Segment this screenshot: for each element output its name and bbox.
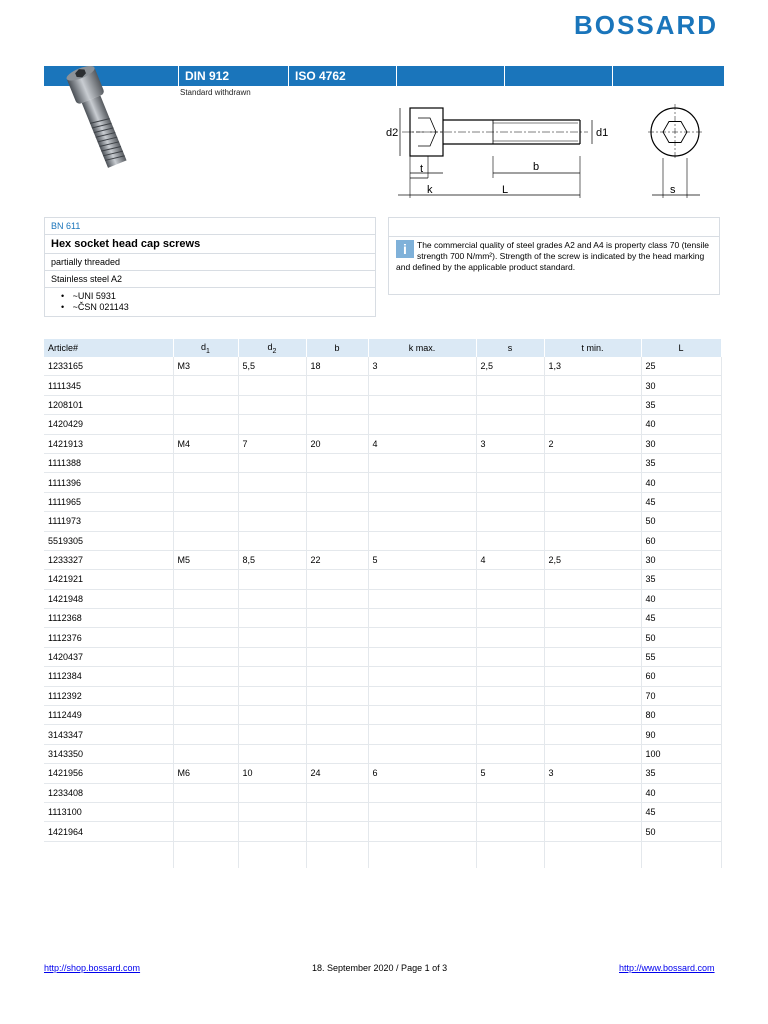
- table-row: [44, 512, 721, 531]
- table-cell: [476, 531, 544, 550]
- table-row: [44, 492, 721, 511]
- table-cell: [544, 802, 641, 821]
- table-cell: [544, 744, 641, 763]
- table-cell: 50: [641, 512, 721, 531]
- table-cell: 6: [368, 764, 476, 783]
- table-cell: 1,3: [544, 357, 641, 376]
- table-row: [44, 453, 721, 472]
- table-cell: [476, 783, 544, 802]
- table-cell: 1112384: [44, 667, 173, 686]
- table-cell: 3143347: [44, 725, 173, 744]
- table-cell: 50: [641, 822, 721, 841]
- table-cell: [238, 647, 306, 666]
- table-cell: [368, 570, 476, 589]
- label-d1: d1: [596, 127, 609, 139]
- col-article: Article#: [44, 339, 173, 357]
- table-row: [44, 628, 721, 647]
- table-cell: [173, 473, 238, 492]
- table-cell: [476, 453, 544, 472]
- table-cell: 2: [544, 434, 641, 453]
- thread-type: partially threaded: [51, 257, 121, 267]
- table-cell: [368, 706, 476, 725]
- table-cell: 5,5: [238, 357, 306, 376]
- table-row: [44, 415, 721, 434]
- table-cell: [306, 395, 368, 414]
- material: Stainless steel A2: [51, 274, 123, 284]
- table-cell: [238, 609, 306, 628]
- table-cell: [544, 822, 641, 841]
- table-cell: [238, 531, 306, 550]
- table-cell: [544, 473, 641, 492]
- table-cell: [306, 589, 368, 608]
- technical-drawing: [380, 98, 725, 208]
- table-cell: [368, 492, 476, 511]
- table-cell: [368, 802, 476, 821]
- col-s: s: [476, 339, 544, 357]
- table-cell: [306, 609, 368, 628]
- table-cell: [476, 667, 544, 686]
- table-cell: [368, 453, 476, 472]
- table-cell: [544, 395, 641, 414]
- table-cell: [544, 589, 641, 608]
- table-cell: 45: [641, 492, 721, 511]
- table-cell: [173, 609, 238, 628]
- table-cell: [238, 376, 306, 395]
- table-cell: [238, 744, 306, 763]
- table-cell: [368, 609, 476, 628]
- table-cell: 40: [641, 589, 721, 608]
- table-cell: 20: [306, 434, 368, 453]
- product-title: Hex socket head cap screws: [51, 238, 201, 250]
- table-cell: 1113100: [44, 802, 173, 821]
- table-cell: 1421921: [44, 570, 173, 589]
- table-cell: [306, 706, 368, 725]
- table-cell: 1420429: [44, 415, 173, 434]
- table-row: [44, 706, 721, 725]
- table-cell: [544, 492, 641, 511]
- table-cell: [173, 453, 238, 472]
- table-row: [44, 434, 721, 453]
- table-cell: 3: [544, 764, 641, 783]
- table-cell: 1112376: [44, 628, 173, 647]
- table-cell: [544, 453, 641, 472]
- table-cell: [476, 822, 544, 841]
- screw-product-image: [56, 64, 146, 184]
- table-cell: [306, 744, 368, 763]
- table-row: [44, 550, 721, 569]
- table-cell: [173, 415, 238, 434]
- table-cell: [173, 531, 238, 550]
- table-cell: [476, 609, 544, 628]
- table-cell: [544, 570, 641, 589]
- equivalent-uni: • ~UNI 5931: [61, 291, 369, 302]
- table-cell: 3: [368, 357, 476, 376]
- table-cell: 8,5: [238, 550, 306, 569]
- info-note-box: [388, 217, 720, 295]
- table-cell: [173, 783, 238, 802]
- table-cell: [238, 395, 306, 414]
- table-cell: [476, 802, 544, 821]
- col-d2: $d_2$: [238, 339, 306, 357]
- table-row: [44, 783, 721, 802]
- table-row: [44, 802, 721, 821]
- table-cell: [368, 725, 476, 744]
- label-t: t: [420, 163, 424, 175]
- table-cell: 24: [306, 764, 368, 783]
- standard-empty-1: [396, 66, 504, 86]
- table-cell: 30: [641, 550, 721, 569]
- table-cell: 5519305: [44, 531, 173, 550]
- table-cell: [173, 725, 238, 744]
- table-cell: 60: [641, 531, 721, 550]
- table-cell: [306, 783, 368, 802]
- table-cell: [476, 473, 544, 492]
- table-row: [44, 531, 721, 550]
- table-cell: [306, 570, 368, 589]
- table-cell: [544, 376, 641, 395]
- label-L: L: [502, 184, 509, 196]
- table-row: [44, 589, 721, 608]
- table-cell: [238, 492, 306, 511]
- table-cell: 1112368: [44, 609, 173, 628]
- table-cell: [306, 725, 368, 744]
- col-b: b: [306, 339, 368, 357]
- table-cell: [544, 783, 641, 802]
- table-cell: 4: [368, 434, 476, 453]
- table-cell: 5: [368, 550, 476, 569]
- table-cell: [544, 415, 641, 434]
- table-cell: [238, 512, 306, 531]
- table-cell: 90: [641, 725, 721, 744]
- table-cell: [238, 802, 306, 821]
- table-row: [44, 686, 721, 705]
- table-cell: 22: [306, 550, 368, 569]
- label-k: k: [427, 184, 433, 196]
- article-table: [44, 339, 722, 868]
- standard-din: DIN 912: [178, 66, 288, 86]
- table-header-row: [44, 339, 721, 357]
- table-cell: [476, 415, 544, 434]
- table-cell: M6: [173, 764, 238, 783]
- table-cell: 1421956: [44, 764, 173, 783]
- table-cell: M3: [173, 357, 238, 376]
- table-row: [44, 357, 721, 376]
- table-cell: [476, 725, 544, 744]
- product-info-box: [44, 217, 376, 317]
- table-cell: 40: [641, 415, 721, 434]
- table-cell: 100: [641, 744, 721, 763]
- footer-date-page: 18. September 2020 / Page 1 of 3: [312, 963, 448, 973]
- table-cell: [173, 802, 238, 821]
- table-cell: [476, 647, 544, 666]
- table-row: [44, 609, 721, 628]
- label-b: b: [533, 161, 540, 173]
- standard-empty-2: [504, 66, 612, 86]
- col-L: L: [641, 339, 721, 357]
- table-cell: [306, 667, 368, 686]
- table-cell: 35: [641, 395, 721, 414]
- table-cell: [238, 667, 306, 686]
- table-cell: 25: [641, 357, 721, 376]
- table-cell: [306, 628, 368, 647]
- table-cell: [173, 512, 238, 531]
- table-cell: [544, 512, 641, 531]
- table-cell: [173, 395, 238, 414]
- table-cell: [368, 822, 476, 841]
- table-cell: [476, 570, 544, 589]
- standard-empty-3: [612, 66, 724, 86]
- table-cell: 45: [641, 609, 721, 628]
- table-cell: [368, 686, 476, 705]
- table-cell: 1233408: [44, 783, 173, 802]
- table-cell: [238, 473, 306, 492]
- table-cell: [173, 492, 238, 511]
- table-cell: 70: [641, 686, 721, 705]
- table-cell: 7: [238, 434, 306, 453]
- table-cell: [173, 744, 238, 763]
- equivalent-csn: • ~ČSN 021143: [61, 302, 369, 313]
- table-cell: 1421948: [44, 589, 173, 608]
- table-row: [44, 744, 721, 763]
- table-row: [44, 570, 721, 589]
- table-cell: [306, 647, 368, 666]
- table-cell: [368, 589, 476, 608]
- table-cell: [368, 744, 476, 763]
- table-cell: [476, 706, 544, 725]
- table-row: [44, 473, 721, 492]
- table-cell: M4: [173, 434, 238, 453]
- table-row: [44, 395, 721, 414]
- table-cell: [173, 376, 238, 395]
- table-cell: [173, 589, 238, 608]
- table-cell: [306, 415, 368, 434]
- table-cell: [544, 686, 641, 705]
- table-cell: 35: [641, 764, 721, 783]
- info-text: The commercial quality of steel grades A2 and A4 is property class 70 (tensile strength 700 N/mm²). Strength of the screw is indicated by the head marking and defined by the applicable product standard.: [396, 240, 709, 272]
- label-s: s: [670, 184, 676, 196]
- equivalents-list: [51, 291, 369, 313]
- table-cell: [173, 647, 238, 666]
- table-cell: M5: [173, 550, 238, 569]
- table-cell: [368, 395, 476, 414]
- table-cell: 35: [641, 453, 721, 472]
- table-cell: [238, 628, 306, 647]
- table-cell: [306, 492, 368, 511]
- table-cell: 1233165: [44, 357, 173, 376]
- bossard-logo: BOSSARD: [574, 10, 719, 40]
- table-cell: [306, 376, 368, 395]
- table-cell: 3: [476, 434, 544, 453]
- table-cell: [173, 822, 238, 841]
- table-cell: [368, 512, 476, 531]
- standard-status: Standard withdrawn: [180, 88, 251, 97]
- table-cell: [306, 531, 368, 550]
- table-cell: [173, 667, 238, 686]
- table-cell: [238, 589, 306, 608]
- bn-number: BN 611: [51, 221, 81, 231]
- table-cell: [544, 531, 641, 550]
- table-cell: [476, 628, 544, 647]
- table-cell: [173, 628, 238, 647]
- table-cell: 18: [306, 357, 368, 376]
- table-cell: 2,5: [544, 550, 641, 569]
- table-cell: 1420437: [44, 647, 173, 666]
- table-cell: [544, 647, 641, 666]
- table-cell: [544, 706, 641, 725]
- table-cell: [544, 609, 641, 628]
- table-cell: 1111965: [44, 492, 173, 511]
- table-cell: 30: [641, 434, 721, 453]
- table-cell: [476, 512, 544, 531]
- website-link[interactable]: http://www.bossard.com: [619, 963, 715, 973]
- table-cell: 1111973: [44, 512, 173, 531]
- table-row: [44, 764, 721, 783]
- table-cell: [476, 395, 544, 414]
- table-cell: 1112449: [44, 706, 173, 725]
- table-cell: [306, 802, 368, 821]
- table-cell: 40: [641, 783, 721, 802]
- table-cell: [238, 725, 306, 744]
- table-cell: 4: [476, 550, 544, 569]
- table-cell: 10: [238, 764, 306, 783]
- table-cell: 80: [641, 706, 721, 725]
- col-kmax: k max.: [368, 339, 476, 357]
- table-cell: [238, 783, 306, 802]
- table-cell: 55: [641, 647, 721, 666]
- table-cell: [476, 492, 544, 511]
- table-cell: [238, 453, 306, 472]
- col-tmin: t min.: [544, 339, 641, 357]
- table-cell: 1421964: [44, 822, 173, 841]
- table-cell: 50: [641, 628, 721, 647]
- table-cell: [368, 415, 476, 434]
- table-cell: [544, 667, 641, 686]
- table-cell: [238, 686, 306, 705]
- table-cell: 3143350: [44, 744, 173, 763]
- table-row: [44, 376, 721, 395]
- table-cell: [173, 570, 238, 589]
- table-cell: 5: [476, 764, 544, 783]
- table-row: [44, 667, 721, 686]
- table-cell: [173, 706, 238, 725]
- table-cell: [476, 376, 544, 395]
- table-cell: [238, 706, 306, 725]
- table-cell: 1111388: [44, 453, 173, 472]
- table-cell: [238, 415, 306, 434]
- table-cell: [173, 686, 238, 705]
- table-cell: [476, 589, 544, 608]
- table-cell: [368, 473, 476, 492]
- table-cell: [306, 453, 368, 472]
- table-filler-row: [44, 841, 721, 868]
- table-cell: [238, 822, 306, 841]
- table-cell: [368, 531, 476, 550]
- table-cell: [476, 744, 544, 763]
- table-cell: 40: [641, 473, 721, 492]
- table-row: [44, 822, 721, 841]
- table-cell: [238, 570, 306, 589]
- table-cell: 1233327: [44, 550, 173, 569]
- table-cell: [306, 822, 368, 841]
- table-cell: [368, 783, 476, 802]
- table-cell: [368, 667, 476, 686]
- table-cell: 1421913: [44, 434, 173, 453]
- table-cell: 30: [641, 376, 721, 395]
- table-cell: [544, 628, 641, 647]
- table-cell: 45: [641, 802, 721, 821]
- table-cell: 35: [641, 570, 721, 589]
- label-d2: d2: [386, 127, 399, 139]
- table-cell: 1111396: [44, 473, 173, 492]
- table-cell: 60: [641, 667, 721, 686]
- table-cell: [306, 473, 368, 492]
- shop-link[interactable]: http://shop.bossard.com: [44, 963, 141, 973]
- table-cell: [306, 686, 368, 705]
- standards-bar: [44, 66, 724, 86]
- table-cell: [306, 512, 368, 531]
- table-cell: 1112392: [44, 686, 173, 705]
- table-cell: [368, 628, 476, 647]
- table-cell: 1111345: [44, 376, 173, 395]
- info-icon: i: [396, 240, 414, 258]
- table-cell: 2,5: [476, 357, 544, 376]
- table-cell: [544, 725, 641, 744]
- table-cell: [368, 647, 476, 666]
- table-cell: 1208101: [44, 395, 173, 414]
- standard-iso: ISO 4762: [288, 66, 396, 86]
- table-cell: [476, 686, 544, 705]
- col-d1: $d_1$: [173, 339, 238, 357]
- table-cell: [368, 376, 476, 395]
- table-row: [44, 647, 721, 666]
- table-row: [44, 725, 721, 744]
